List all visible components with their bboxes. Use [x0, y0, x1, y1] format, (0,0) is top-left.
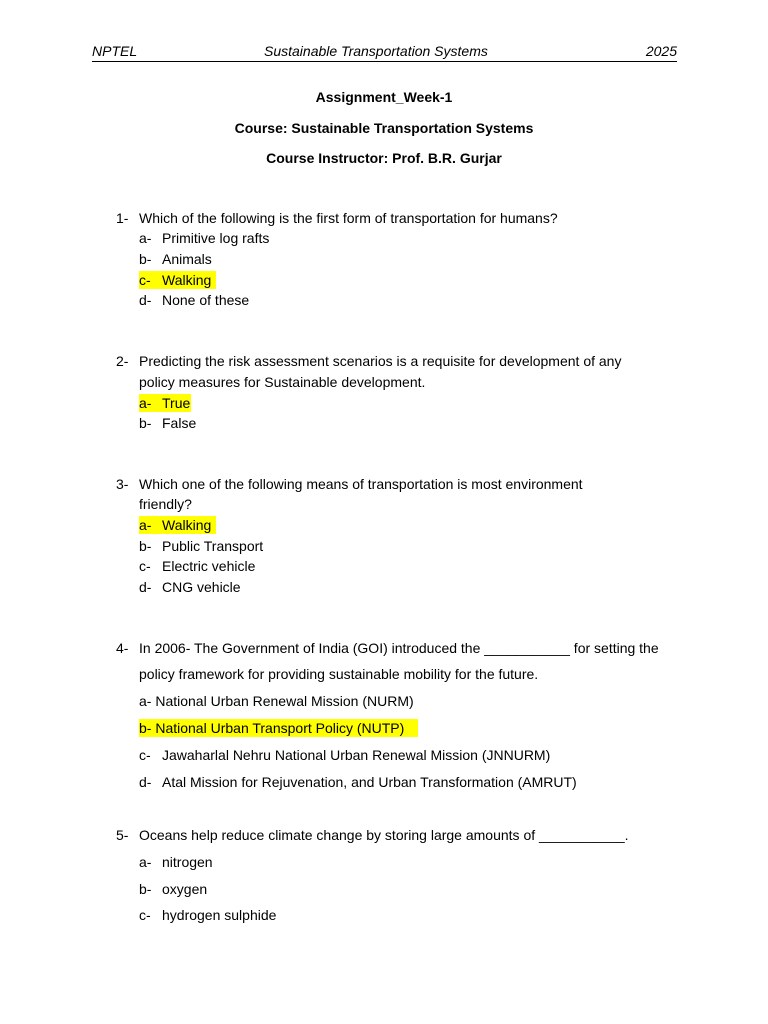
- question-number: 2-: [116, 353, 129, 369]
- option-text: False: [162, 415, 197, 431]
- question-text: In 2006- The Government of India (GOI) introduced the ___________ for setting the: [139, 640, 659, 656]
- option-letter: a-: [139, 395, 152, 411]
- option-text: Animals: [162, 251, 212, 267]
- option-text: Public Transport: [162, 538, 264, 554]
- question-text: Which one of the following means of transportation is most environment: [139, 476, 583, 492]
- option-text: oxygen: [162, 881, 208, 897]
- option-letter: c-: [139, 747, 151, 763]
- question-text: friendly?: [139, 496, 192, 512]
- option-letter: b-: [139, 415, 152, 431]
- option-letter: a-: [139, 854, 152, 870]
- header-year: 2025: [645, 43, 677, 59]
- assignment-title: Assignment_Week-1: [315, 89, 453, 105]
- option-letter: a-: [139, 230, 152, 246]
- page-header: [92, 42, 677, 62]
- correct-answer-text: Walking: [162, 517, 212, 533]
- option-letter: b-: [139, 251, 152, 267]
- document-titles: [0, 88, 768, 180]
- option-text: Atal Mission for Rejuvenation, and Urban Transformation (AMRUT): [162, 774, 577, 790]
- correct-answer-text: b- National Urban Transport Policy (NUTP): [139, 720, 405, 736]
- header-left-text: NPTEL: [92, 43, 138, 59]
- option-text: None of these: [162, 292, 250, 308]
- question-text: policy measures for Sustainable development.: [139, 374, 426, 390]
- option-text: CNG vehicle: [162, 579, 241, 595]
- option-letter: c-: [139, 558, 151, 574]
- correct-answer-text: True: [162, 395, 191, 411]
- question-text: Which of the following is the first form of transportation for humans?: [139, 210, 558, 226]
- option-letter: b-: [139, 881, 152, 897]
- question-text: Predicting the risk assessment scenarios is a requisite for development of any: [139, 353, 622, 369]
- question-text: policy framework for providing sustainable mobility for the future.: [139, 666, 539, 682]
- option-letter: d-: [139, 292, 152, 308]
- question-number: 3-: [116, 476, 129, 492]
- option-text: hydrogen sulphide: [162, 907, 277, 923]
- option-letter: d-: [139, 774, 152, 790]
- course-title: Course: Sustainable Transportation Systems: [234, 119, 534, 136]
- option-text: Jawaharlal Nehru National Urban Renewal Mission (JNNURM): [162, 747, 551, 763]
- option-letter: b-: [139, 538, 152, 554]
- question-text: Oceans help reduce climate change by storing large amounts of ___________.: [139, 827, 629, 843]
- header-course-title: Sustainable Transportation Systems: [264, 43, 488, 59]
- instructor-title: Course Instructor: Prof. B.R. Gurjar: [266, 150, 502, 166]
- question-number: 1-: [116, 210, 129, 226]
- option-letter: c-: [139, 272, 151, 288]
- correct-answer-text: Walking: [162, 272, 212, 288]
- question-number: 4-: [116, 640, 129, 656]
- option-text: Primitive log rafts: [162, 230, 270, 246]
- question-number: 5-: [116, 827, 129, 843]
- option-letter: a-: [139, 517, 152, 533]
- option-text: Electric vehicle: [162, 558, 256, 574]
- option-text: a- National Urban Renewal Mission (NURM): [139, 693, 414, 709]
- option-letter: c-: [139, 907, 151, 923]
- option-letter: d-: [139, 579, 152, 595]
- option-text: nitrogen: [162, 854, 213, 870]
